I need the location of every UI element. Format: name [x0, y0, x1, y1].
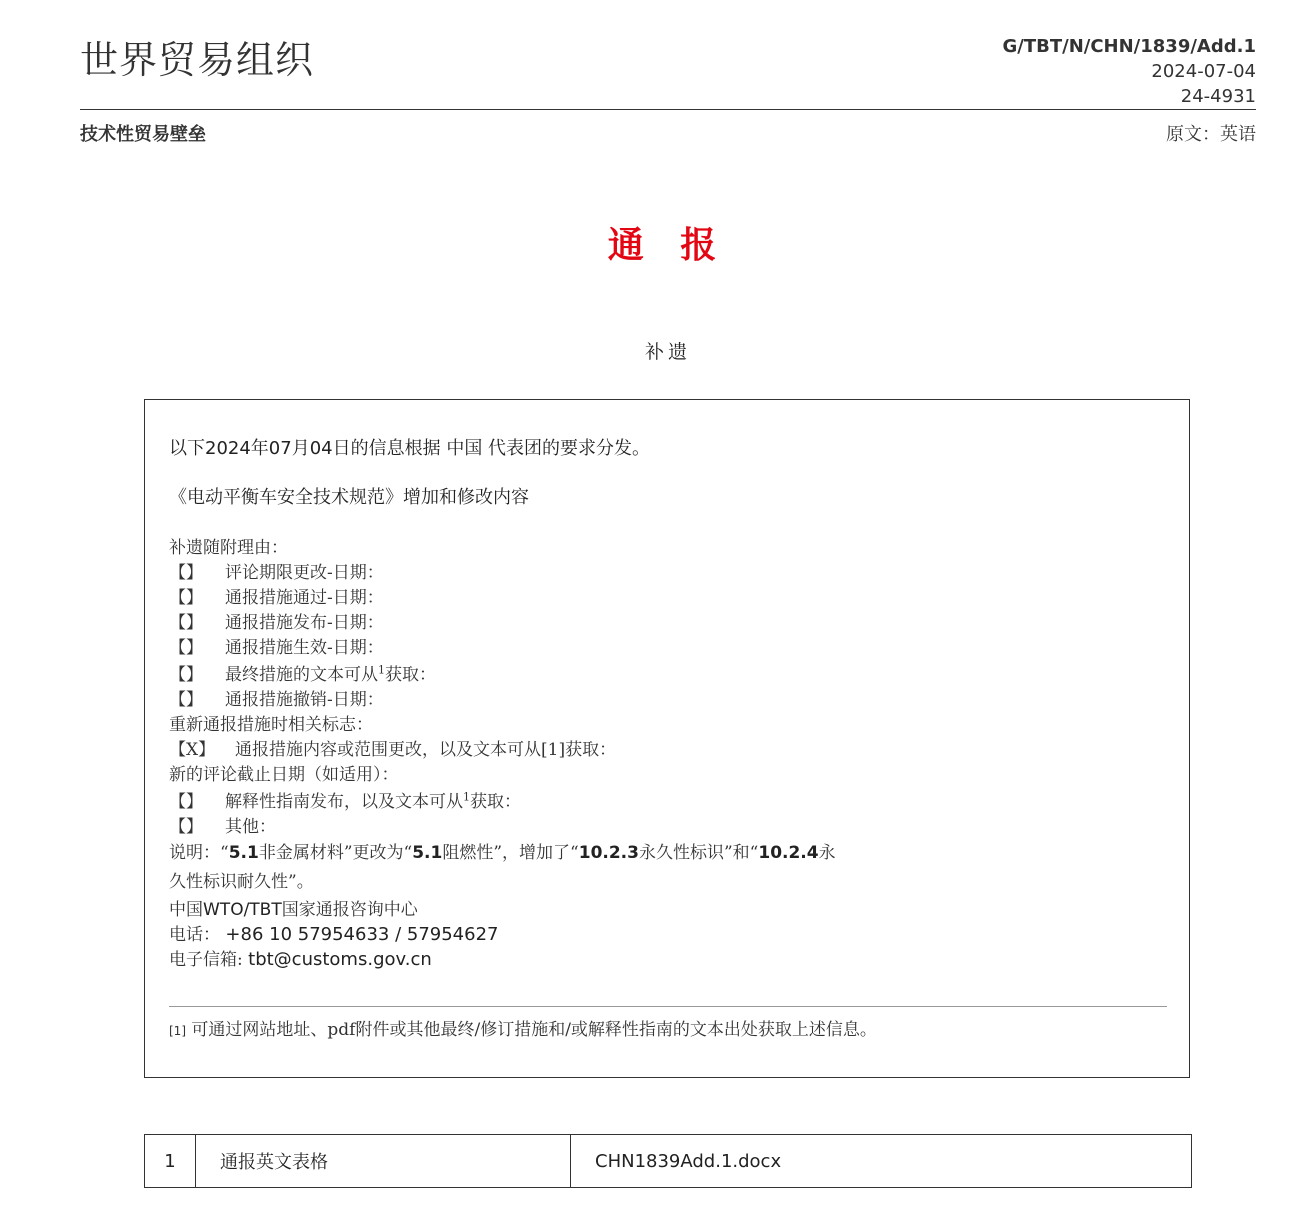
- contact-org: 中国WTO/TBT国家通报咨询中心: [169, 900, 418, 920]
- checkbox-checked: 【X】: [169, 740, 216, 760]
- org-name: 世界贸易组织: [80, 38, 315, 82]
- measure-title: 《电动平衡车安全技术规范》增加和修改内容: [169, 487, 529, 508]
- reasons-heading: 补遗随附理由：: [169, 538, 288, 558]
- contact-phone: 电话： +86 10 57954633 / 57954627: [169, 924, 499, 945]
- page-title: 通 报: [607, 225, 729, 266]
- committee-name: 技术性贸易壁垒: [80, 124, 206, 145]
- attachments-table: [144, 1134, 1192, 1188]
- reason-item: 【】 通报措施生效-日期：: [169, 638, 384, 658]
- intro-text: 以下2024年07月04日的信息根据 中国 代表团的要求分发。: [169, 438, 651, 459]
- guidance-item: 【】 解释性指南发布，以及文本可从$^1$获取：: [169, 790, 521, 812]
- doc-date: 2024-07-04: [1151, 61, 1256, 82]
- attachment-file-link[interactable]: CHN1839Add.1.docx: [571, 1135, 1192, 1188]
- renotify-item: 【X】 通报措施内容或范围更改，以及文本可从[1]获取：: [169, 740, 617, 760]
- footnote: [1] 可通过网站地址、pdf附件或其他最终/修订措施和/或解释性指南的文本出处获取上述信息。: [169, 1020, 877, 1040]
- doc-number: 24-4931: [1180, 86, 1256, 107]
- doc-meta: [1003, 34, 1257, 109]
- reason-item: 【】 通报措施撤销-日期：: [169, 690, 384, 710]
- renotify-heading: 重新通报措施时相关标志：: [169, 715, 373, 735]
- doc-symbol: G/TBT/N/CHN/1839/Add.1: [1002, 36, 1256, 57]
- attachment-number: 1: [145, 1135, 196, 1188]
- new-deadline: 新的评论截止日期（如适用）：: [169, 765, 399, 785]
- checkbox: 【】: [169, 817, 203, 837]
- reason-item: 【】 评论期限更改-日期：: [169, 563, 384, 583]
- explanation: 说明：“5.1非金属材料”更改为“5.1阻燃性”，增加了“10.2.3永久性标识”和“10.2.4永: [169, 843, 836, 863]
- checkbox: 【】: [169, 588, 203, 608]
- footnote-mark: [1]: [169, 1024, 186, 1038]
- checkbox: 【】: [169, 665, 203, 685]
- reason-item: 【】 通报措施发布-日期：: [169, 613, 384, 633]
- header-rule: [80, 109, 1256, 110]
- checkbox: 【】: [169, 563, 203, 583]
- checkbox: 【】: [169, 792, 203, 812]
- attachment-name: 通报英文表格: [196, 1135, 571, 1188]
- reason-item: 【】 最终措施的文本可从$^1$获取：: [169, 663, 436, 685]
- original-language: 原文：英语: [1166, 124, 1256, 145]
- reason-item: 【】 通报措施通过-日期：: [169, 588, 384, 608]
- checkbox: 【】: [169, 613, 203, 633]
- footnote-rule: [169, 1006, 1167, 1007]
- checkbox: 【】: [169, 638, 203, 658]
- explanation-cont: 久性标识耐久性”。: [169, 872, 314, 892]
- other-item: 【】 其他：: [169, 817, 276, 837]
- email-link[interactable]: tbt@customs.gov.cn: [248, 949, 432, 970]
- addendum-title: 补遗: [644, 341, 691, 363]
- notification-box: [144, 399, 1190, 1078]
- contact-email: 电子信箱: tbt@customs.gov.cn: [169, 949, 432, 970]
- checkbox: 【】: [169, 690, 203, 710]
- table-row: [145, 1135, 1192, 1188]
